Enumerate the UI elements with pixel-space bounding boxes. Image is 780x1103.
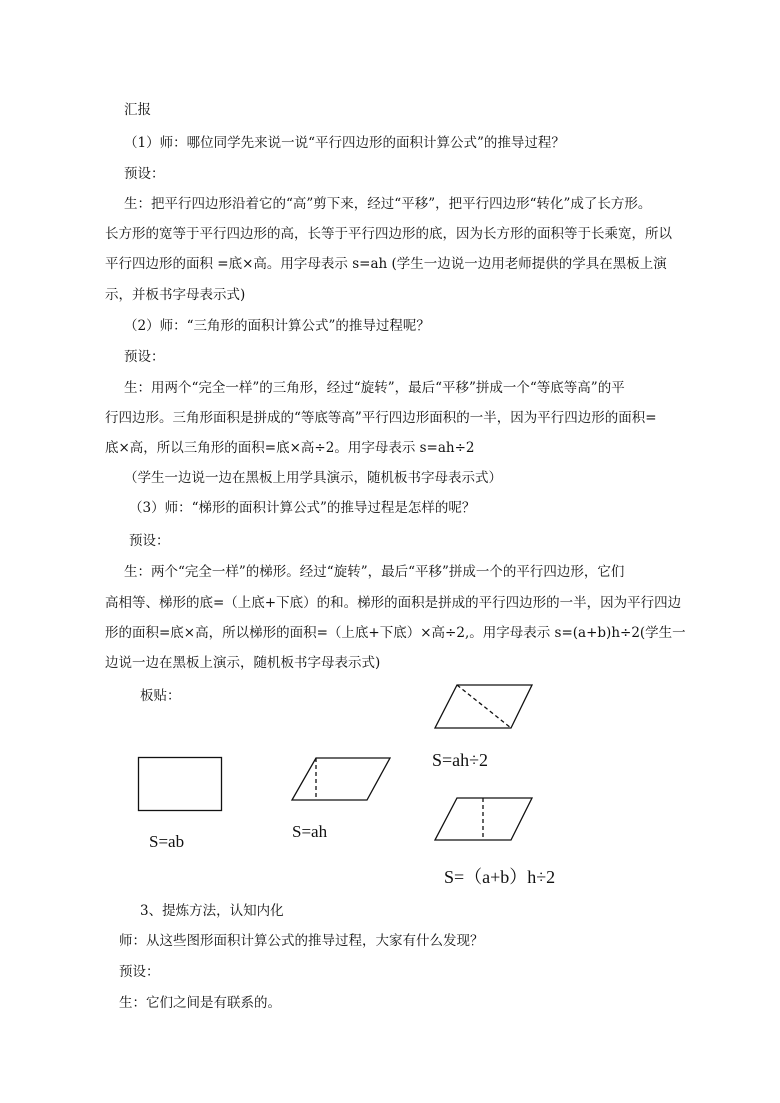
rectangle-figure bbox=[139, 758, 222, 811]
text-line: 预设： bbox=[129, 533, 170, 549]
text-line: 汇报 bbox=[124, 102, 151, 118]
text-line: （2）师：“三角形的面积计算公式”的推导过程呢？ bbox=[124, 318, 430, 334]
text-line: 高相等、梯形的底=（上底+下底）的和。梯形的面积是拼成的平行四边形的一半，因为平行四边 bbox=[105, 595, 682, 611]
text-line: 平行四边形的面积 =底×高。用字母表示 s=ah (学生一边说一边用老师提供的学具在黑板上演 bbox=[105, 256, 667, 272]
triangle-formula: S=ah÷2 bbox=[432, 750, 489, 770]
text-line: 生：两个“完全一样”的梯形。经过“旋转”，最后“平移”拼成一个的平行四边形，它们 bbox=[124, 564, 625, 580]
text-line: 师：从这些图形面积计算公式的推导过程，大家有什么发现？ bbox=[119, 933, 484, 949]
text-line: 预设： bbox=[119, 964, 160, 980]
text-line: 边说一边在黑板上演示，随机板书字母表示式) bbox=[105, 655, 381, 671]
text-line: 形的面积=底×高，所以梯形的面积=（上底+下底）×高÷2,。用字母表示 s=(a+b)h÷2(学生一 bbox=[105, 625, 686, 641]
text-line: （1）师：哪位同学先来说一说“平行四边形的面积计算公式”的推导过程？ bbox=[124, 135, 565, 151]
triangle-diagonal-line bbox=[457, 685, 511, 728]
parallelogram-figure bbox=[292, 758, 390, 800]
parallelogram-formula: S=ah bbox=[292, 822, 328, 841]
trapezoid-formula: S=（a+b）h÷2 bbox=[444, 867, 556, 887]
text-line: 生：把平行四边形沿着它的“高”剪下来，经过“平移”，把平行四边形“转化”成了长方形。 bbox=[124, 196, 652, 212]
text-line: （学生一边说一边在黑板上用学具演示，随机板书字母表示式） bbox=[124, 470, 502, 486]
text-line: 预设： bbox=[124, 349, 165, 365]
text-line: 生：它们之间是有联系的。 bbox=[119, 995, 281, 1011]
text-line: 预设： bbox=[124, 166, 165, 182]
text-line: 示，并板书字母表示式) bbox=[105, 287, 246, 303]
text-line: 底×高，所以三角形的面积=底×高÷2。用字母表示 s=ah÷2 bbox=[105, 440, 475, 456]
text-line: （3）师：“梯形的面积计算公式”的推导过程是怎样的呢？ bbox=[129, 500, 476, 516]
text-line: 3、提炼方法，认知内化 bbox=[140, 903, 284, 919]
triangle-parallelogram-figure bbox=[435, 685, 532, 728]
text-line: 板贴： bbox=[140, 688, 181, 704]
text-line: 长方形的宽等于平行四边形的高，长等于平行四边形的底，因为长方形的面积等于长乘宽，所以 bbox=[105, 226, 672, 242]
rectangle-formula: S=ab bbox=[149, 832, 185, 851]
text-line: 生：用两个“完全一样”的三角形，经过“旋转”，最后“平移”拼成一个“等底等高”的平 bbox=[124, 380, 625, 396]
text-line: 行四边形。三角形面积是拼成的“等底等高”平行四边形面积的一半，因为平行四边形的面积= bbox=[105, 410, 657, 426]
